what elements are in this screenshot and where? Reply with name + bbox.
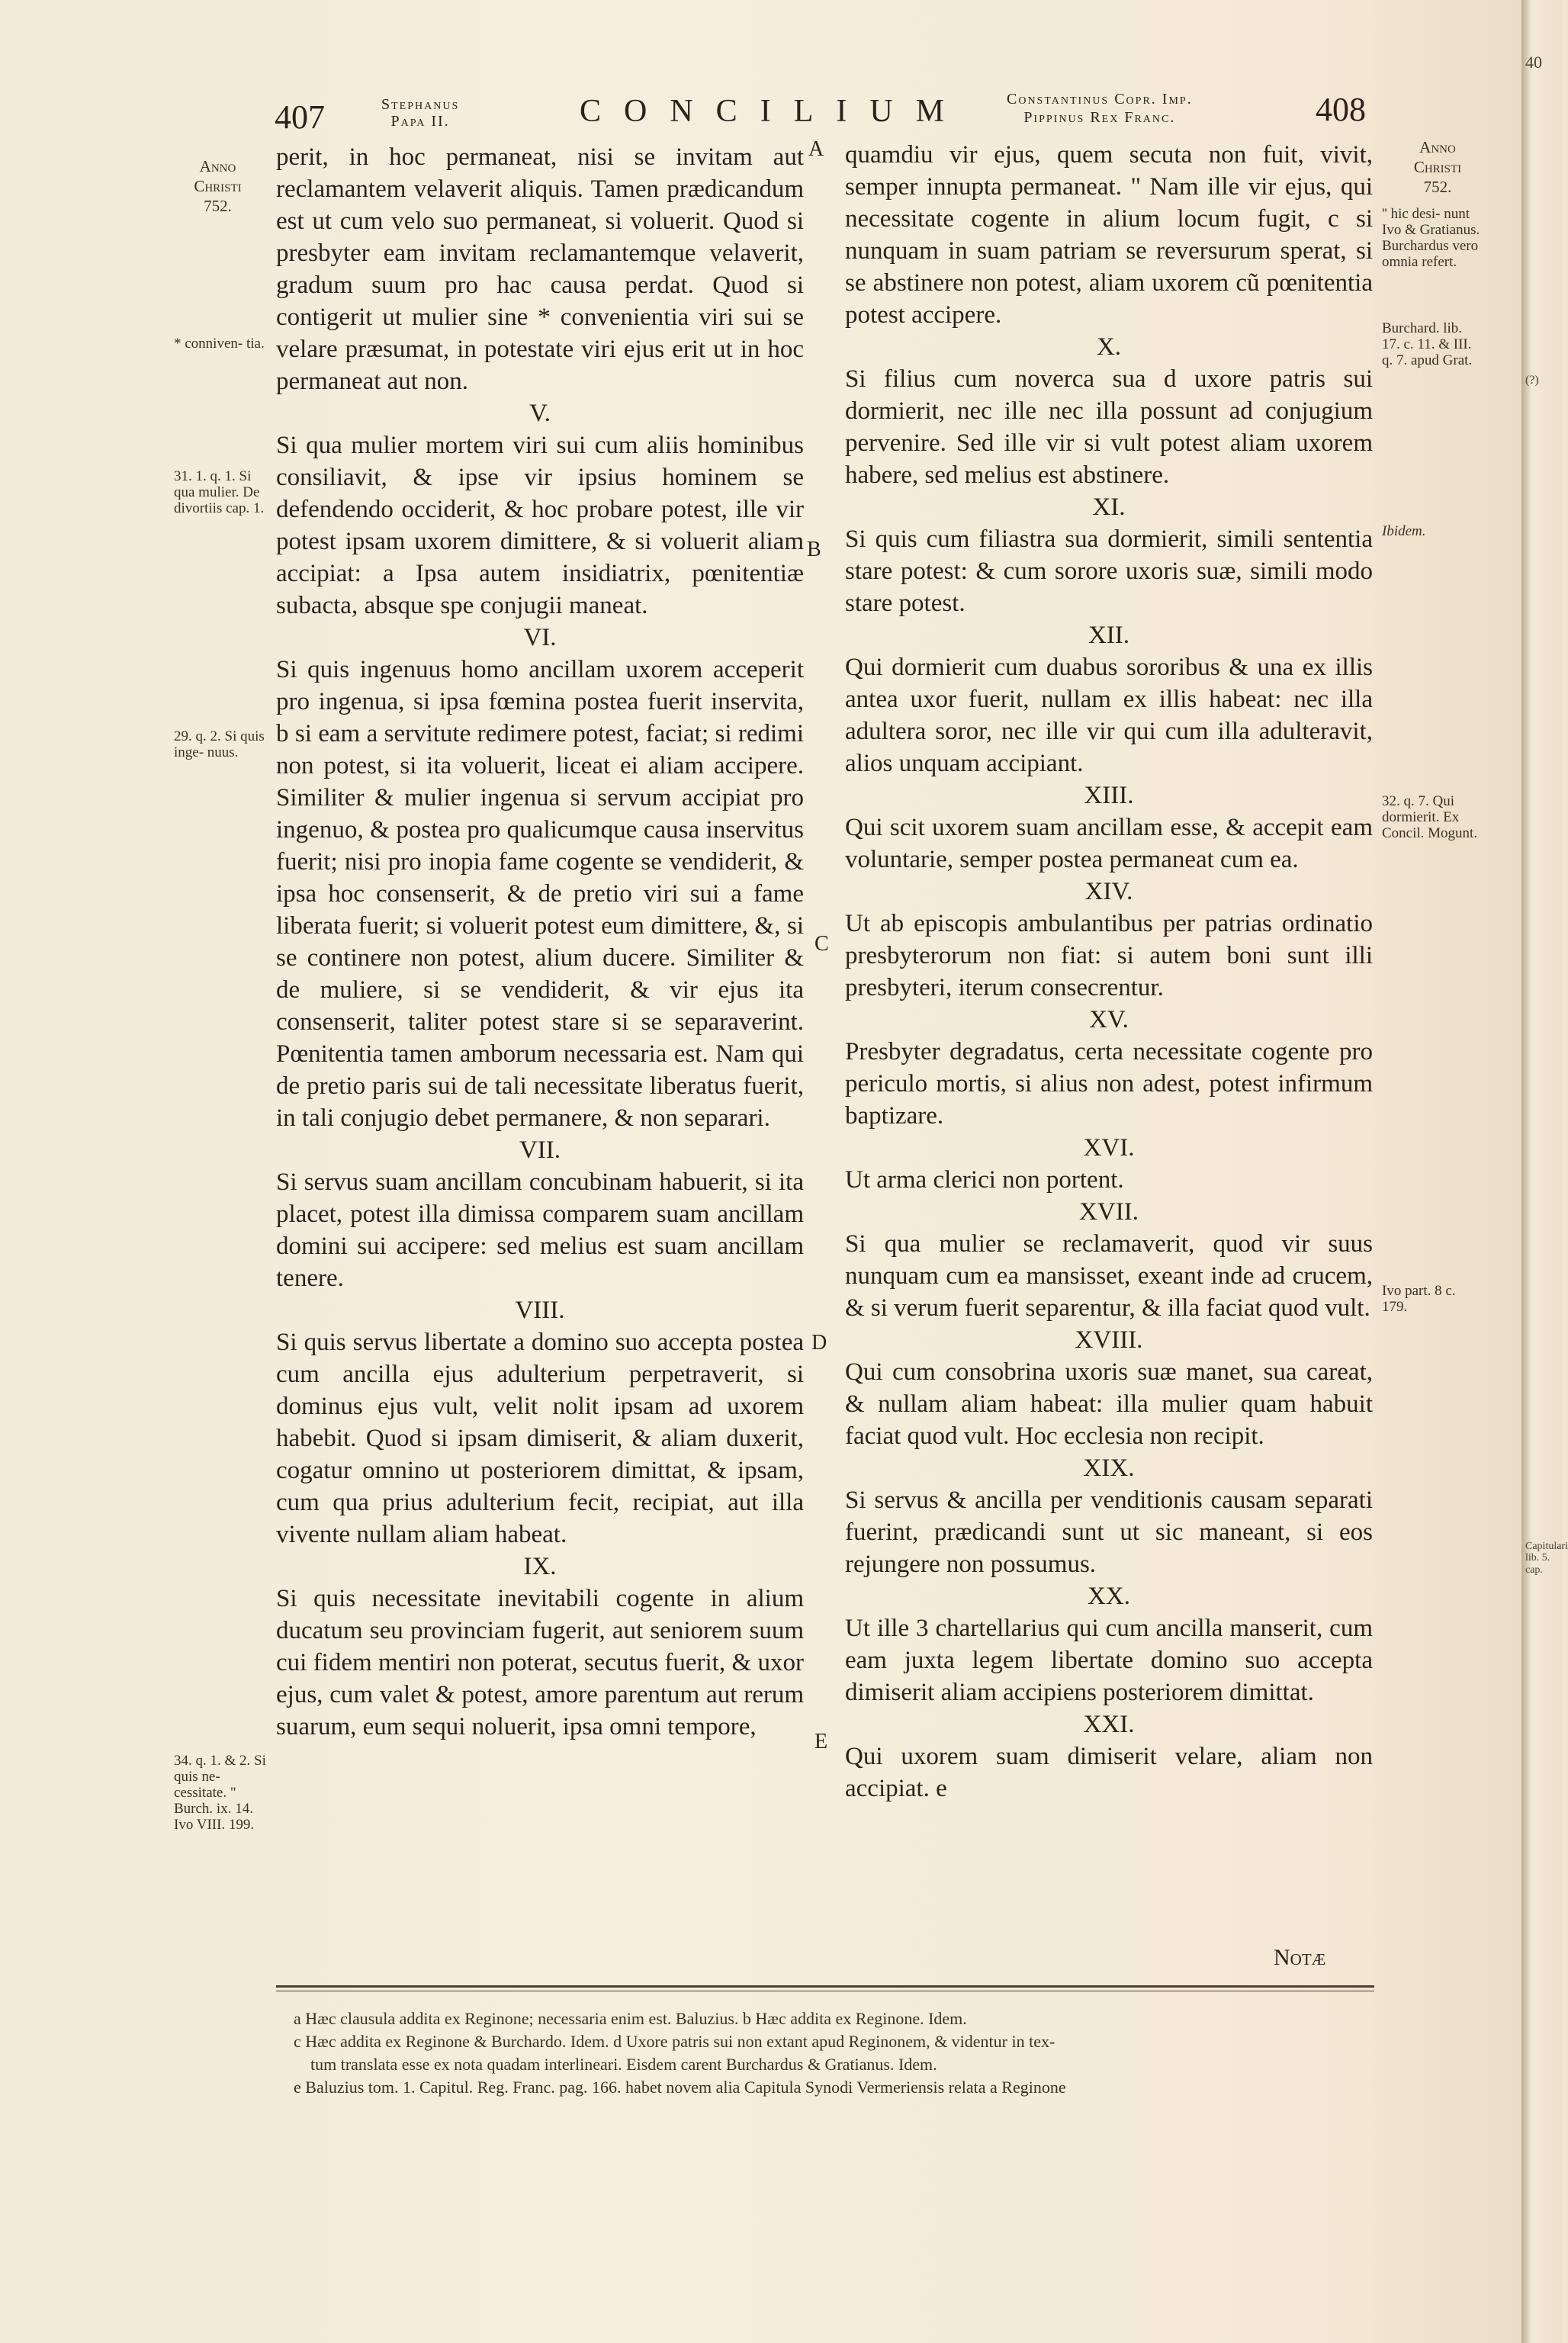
footnotes: [294, 2007, 1377, 2099]
margin-year: 752.: [1423, 178, 1452, 196]
margin-anno: Anno: [1419, 138, 1456, 156]
paragraph: Si qua mulier se reclamaverit, quod vir suus nunquam cum ea mansisset, exeant inde ad crucem, & si verum fuerit separentur, & illa faciat quod vult.: [845, 1230, 1373, 1322]
column-letter-d: D: [811, 1331, 827, 1355]
left-margin-year: [174, 156, 262, 216]
header-left-line2: Papa II.: [390, 113, 450, 130]
chapter-heading: XIII.: [1084, 782, 1134, 809]
paragraph: Ut ille 3 chartellarius qui cum ancilla manserit, cum eam juxta legem libertate domino suo accepta dimiserit aliam accipiens posteriorem dimittat.: [845, 1615, 1373, 1706]
chapter-heading: V.: [529, 400, 551, 427]
left-margin-note-ix: 34. q. 1. & 2. Si quis ne- cessitate. " Burch. ix. 14. Ivo VIII. 199.: [174, 1753, 266, 1833]
chapter-heading: XVII.: [1079, 1198, 1139, 1226]
paragraph: Si servus & ancilla per venditionis causam separati fuerint, prædicandi sunt ut sic maneant, si eos rejungere non possumus.: [845, 1486, 1373, 1578]
paragraph: Qui uxorem suam dimiserit velare, aliam non accipiat. e: [845, 1743, 1373, 1802]
header-right-line2: Pippinus Rex Franc.: [1023, 109, 1176, 126]
chapter-heading: XVIII.: [1075, 1326, 1143, 1354]
paragraph: perit, in hoc permaneat, nisi se invitam aut reclamantem velaverit aliquis. Tamen prædicandum est ut cum velo suo permaneat, si voluerit. Quod si presbyter eam invitam reclamantemque velaverit, gradum suum pro hac causa perdat. Quod si contigerit ut mulier sine * convenientia viri sui se velare præsumat, in potestate viri ejus erit ut in hoc permaneat aut non.: [276, 143, 804, 395]
paragraph: Ut arma clerici non portent.: [845, 1166, 1124, 1194]
facing-page-number: 40: [1525, 53, 1542, 72]
paragraph: Qui scit uxorem suam ancillam esse, & accepit eam voluntarie, semper postea permaneat cum ea.: [845, 814, 1373, 873]
chapter-heading: XIX.: [1083, 1454, 1135, 1482]
right-margin-note-xvii: Ivo part. 8 c. 179.: [1382, 1283, 1456, 1315]
chapter-heading: XV.: [1089, 1006, 1129, 1033]
paragraph: Presbyter degradatus, certa necessitate cogente pro periculo mortis, si alius non adest, potest infirmum baptizare.: [845, 1038, 1373, 1130]
right-margin-note-burchard: Burchard. lib. 17. c. 11. & III. q. 7. apud Grat.: [1382, 320, 1473, 368]
notae-label: Notæ: [1274, 1945, 1326, 1970]
margin-anno: Anno: [199, 157, 236, 175]
margin-year: 752.: [204, 197, 232, 215]
header-left: [381, 96, 459, 130]
paragraph: Si qua mulier mortem viri sui cum aliis hominibus consiliavit, & ipse vir ipsius hominem se defendendo occiderit, & hoc probare potest, ille vir potest ipsam uxorem dimittere, & si voluerit aliam accipiat: a Ipsa autem insidiatrix, pœnitentiæ subacta, absque spe conjugii maneat.: [276, 432, 804, 619]
facing-page-margin-note: Capitulari lib. 5. cap.: [1525, 1541, 1568, 1576]
footnote-line: a Hæc clausula addita ex Reginone; necessaria enim est. Baluzius. b Hæc addita ex Reginone. Idem.: [294, 2009, 967, 2028]
paragraph: Qui cum consobrina uxoris suæ manet, sua careat, & nullam aliam habeat: illa mulier quam habuit faciat quod vult. Hoc ecclesia non recipit.: [845, 1358, 1373, 1450]
paragraph: Qui dormierit cum duabus sororibus & una ex illis antea uxor fuerit, nullam ex illis habeat: nec illa adultera soror, nec ille vir qui cum illa adulteravit, alios unquam accipiant.: [845, 654, 1373, 777]
left-column: [276, 141, 804, 1743]
left-margin-note-vi: 29. q. 2. Si quis inge- nuus.: [174, 728, 265, 760]
right-margin-note-top: '' hic desi- nunt Ivo & Gratianus. Burchardus vero omnia refert.: [1382, 206, 1480, 270]
left-margin-note-v: 31. 1. q. 1. Si qua mulier. De divortiis cap. 1.: [174, 468, 265, 516]
column-letter-e: E: [815, 1730, 828, 1753]
chapter-heading: VI.: [523, 624, 557, 651]
paragraph: Si filius cum noverca sua d uxore patris sui dormierit, nec ille nec illa possunt ad conjugium pervenire. Sed ille vir si vult potest aliam uxorem habere, sed melius est abstinere.: [845, 365, 1373, 489]
chapter-heading: IX.: [523, 1553, 557, 1580]
running-header: [275, 90, 1388, 136]
header-right-line1: Constantinus Copr. Imp.: [1007, 91, 1193, 108]
footnote-line: tum translata esse ex nota quadam interlineari. Eisdem carent Burchardus & Gratianus. Idem.: [310, 2055, 937, 2074]
right-margin-note-xiii: 32. q. 7. Qui dormierit. Ex Concil. Mogunt.: [1382, 793, 1478, 841]
left-margin-note-conniventia: * conniven- tia.: [174, 336, 265, 352]
column-letter-b: B: [807, 538, 821, 561]
header-right: [1007, 90, 1193, 127]
right-margin-year: [1392, 137, 1483, 197]
chapter-heading: XXI.: [1083, 1711, 1135, 1738]
paragraph: Si quis ingenuus homo ancillam uxorem acceperit pro ingenua, si ipsa fœmina postea fuerit inservita, b si eam a servitute redimere potest, faciat; si redimi non potest, si ita voluerit, liceat ei aliam accipere. Similiter & mulier ingenua si servum accipiat pro ingenuo, & postea pro qualicumque causa inservitus fuerit; nisi pro inopia fame cogente se vendiderit, & ipsa hoc consenserit, & de pretio viri sui a fame liberata fuerit; si voluerit potest eum dimittere, &, si se continere non potest, alium ducere. Similiter & de muliere, si se vendiderit, & vir ejus ita consenserit, taliter potest stare si se separaverint. Pœnitentia tamen amborum necessaria est. Nam qui de pretio paris sui de tali necessitate liberatus fuerit, in tali conjugio debet permanere, & non separari.: [276, 656, 804, 1132]
margin-christi: Christi: [1413, 158, 1462, 176]
column-letter-c: C: [815, 932, 829, 956]
paragraph: Si servus suam ancillam concubinam habuerit, si ita placet, potest illa dimissa comparem suam ancillam domini sui accipere: sed melius est suam ancillam tenere.: [276, 1168, 804, 1292]
page-title: CONCILIUM: [580, 94, 967, 129]
chapter-heading: XIV.: [1084, 878, 1133, 905]
chapter-heading: X.: [1096, 333, 1122, 361]
paragraph: Si quis necessitate inevitabili cogente in alium ducatum seu provinciam fugerit, aut seniorem suum cui fidem mentiri non poterat, secutus fuerit, & uxor ejus, cum valet & potest, amore parentum aut rerum suarum, eum sequi noluerit, ipsa omni tempore,: [276, 1585, 804, 1740]
right-margin-note-xi: Ibidem.: [1382, 523, 1426, 539]
footnote-line: e Baluzius tom. 1. Capitul. Reg. Franc. pag. 166. habet novem alia Capitula Synodi Vermeriensis relata a Reginone: [294, 2078, 1066, 2097]
chapter-heading: VIII.: [515, 1297, 565, 1324]
chapter-heading: XVI.: [1083, 1134, 1135, 1162]
header-left-line1: Stephanus: [381, 96, 460, 113]
chapter-heading: VII.: [519, 1136, 561, 1164]
chapter-heading: XI.: [1092, 493, 1126, 521]
facing-page-fragment: (?): [1525, 374, 1539, 387]
page-number-left: 407: [275, 98, 325, 136]
chapter-heading: XX.: [1088, 1583, 1130, 1610]
chapter-heading: XII.: [1088, 622, 1130, 649]
column-letter-a: A: [808, 137, 824, 161]
paragraph: quamdiu vir ejus, quem secuta non fuit, vivit, semper innupta permaneat. " Nam ille vir ejus, qui necessitate cogente in alium locum fugit, c si nunquam in suam patriam se reversurum sperat, si se abstinere non potest, aliam uxorem cũ pœnitentia potest accipere.: [845, 141, 1373, 329]
margin-christi: Christi: [194, 177, 242, 195]
footnote-divider: [276, 1985, 1374, 1988]
paragraph: Si quis servus libertate a domino suo accepta postea cum ancilla ejus adulterium perpetraverit, si dominus ejus vult, velit nolit ipsam ad uxorem habebit. Quod si ipsam dimiserit, & aliam duxerit, cogatur omnino ut posteriorem dimittat, & ipsam, cum qua prius adulterium fecit, recipiat, aut illa vivente nullam aliam habeat.: [276, 1329, 804, 1548]
paragraph: Ut ab episcopis ambulantibus per patrias ordinatio presbyterorum non fiat: si autem boni sunt illi presbyteri, iterum consecrentur.: [845, 910, 1373, 1001]
paragraph: Si quis cum filiastra sua dormierit, simili sententia stare potest: & cum sorore uxoris suæ, simili modo stare potest.: [845, 525, 1373, 617]
page-number-right: 408: [1316, 91, 1366, 128]
footnote-line: c Hæc addita ex Reginone & Burchardo. Idem. d Uxore patris sui non extant apud Reginonem, & videntur in tex-: [294, 2032, 1056, 2051]
facing-page-edge: [1521, 0, 1568, 2343]
right-column: [845, 139, 1373, 1805]
